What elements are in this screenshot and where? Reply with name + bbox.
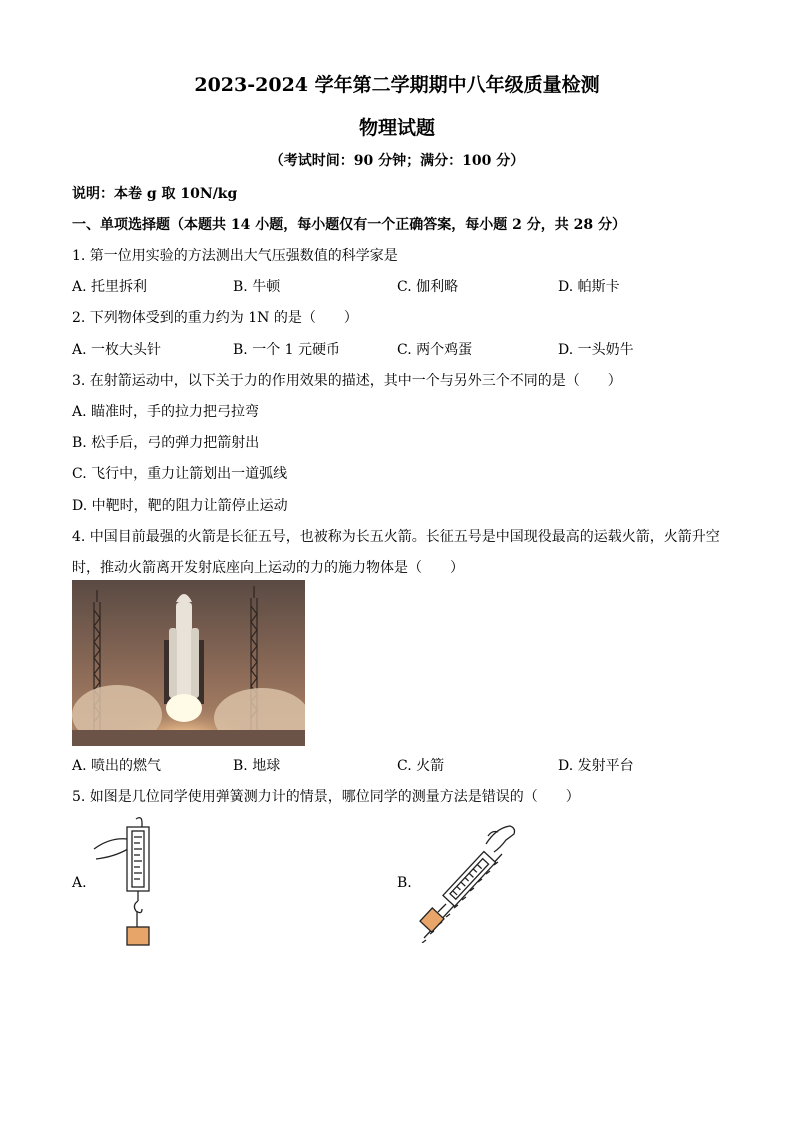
question-3-option-d: D. 中靶时，靶的阻力让箭停止运动 bbox=[72, 498, 288, 514]
spring-scale-incline-figure bbox=[410, 818, 520, 943]
subject-title: 物理试题 bbox=[358, 117, 435, 139]
question-4-stem-line2: 时，推动火箭离开发射底座向上运动的力的施力物体是（ ） bbox=[72, 560, 464, 576]
question-5-stem-text: 5. 如图是几位同学使用弹簧测力计的情景，哪位同学的测量方法是错误的（ ） bbox=[72, 789, 580, 805]
exam-info: （考试时间：90 分钟；满分：100 分） bbox=[269, 153, 525, 169]
question-2-option-b: B. 一个 1 元硬币 bbox=[233, 342, 340, 358]
question-4-option-c: C. 火箭 bbox=[397, 758, 445, 774]
question-2-option-c: C. 两个鸡蛋 bbox=[397, 342, 473, 358]
question-1-option-a: A. 托里拆利 bbox=[72, 279, 148, 295]
question-2-stem: 2. 下列物体受到的重力约为 1N 的是（ ） bbox=[72, 310, 358, 326]
question-1-option-b: B. 牛顿 bbox=[233, 279, 281, 295]
question-4-option-b: B. 地球 bbox=[233, 758, 281, 774]
question-3-option-c: C. 飞行中，重力让箭划出一道弧线 bbox=[72, 466, 288, 482]
question-2-option-d: D. 一头奶牛 bbox=[558, 342, 634, 358]
question-1-option-d: D. 帕斯卡 bbox=[558, 279, 620, 295]
rocket-launch-photo bbox=[72, 580, 305, 746]
question-5-option-b: B. bbox=[397, 875, 412, 891]
question-4-stem-line1: 4. 中国目前最强的火箭是长征五号，也被称为长五火箭。长征五号是中国现役最高的运载火箭，火箭升空 bbox=[72, 529, 720, 545]
question-3-option-b: B. 松手后，弓的弹力把箭射出 bbox=[72, 435, 260, 451]
question-4-option-a: A. 喷出的燃气 bbox=[72, 758, 162, 774]
question-1-option-c: C. 伽利略 bbox=[397, 279, 459, 295]
question-3-stem: 3. 在射箭运动中，以下关于力的作用效果的描述，其中一个与另外三个不同的是（ ） bbox=[72, 373, 622, 389]
note: 说明：本卷 g 取 10N/kg bbox=[72, 186, 238, 202]
question-3-option-a: A. 瞄准时，手的拉力把弓拉弯 bbox=[72, 404, 260, 420]
question-5-option-a: A. bbox=[72, 875, 87, 891]
section-title: 一、单项选择题（本题共 14 小题，每小题仅有一个正确答案，每小题 2 分，共 28 分） bbox=[72, 217, 626, 233]
question-1-stem: 1. 第一位用实验的方法测出大气压强数值的科学家是 bbox=[72, 248, 398, 264]
question-2-option-a: A. 一枚大头针 bbox=[72, 342, 162, 358]
exam-title: 2023-2024 学年第二学期期中八年级质量检测 bbox=[194, 74, 600, 96]
question-4-option-d: D. 发射平台 bbox=[558, 758, 634, 774]
spring-scale-vertical-figure bbox=[92, 815, 172, 950]
